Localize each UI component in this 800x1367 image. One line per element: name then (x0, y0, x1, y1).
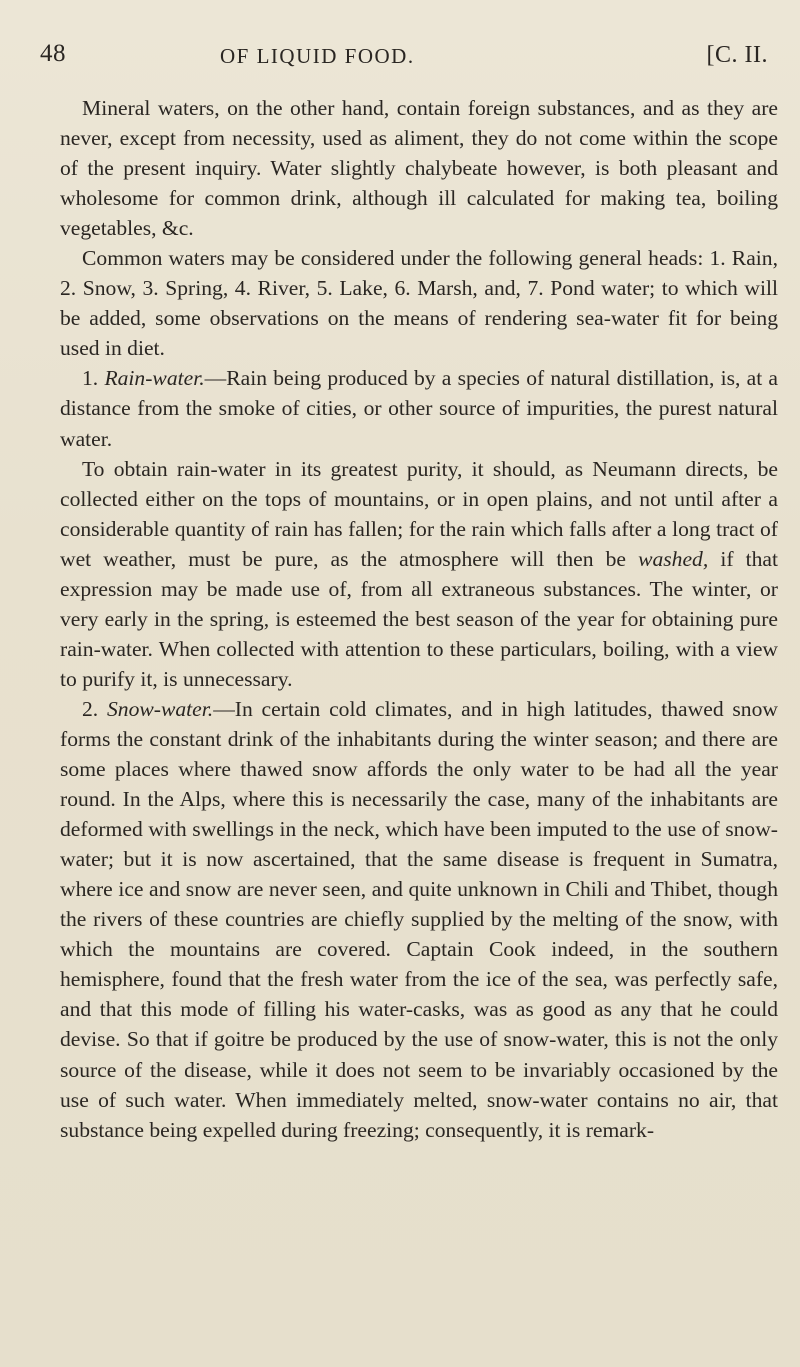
rain-purity-text-before: To obtain rain-water in its greatest purity, it should, as Neumann directs, be collected either on the tops of mountains, or in open plains, and not until after a considerable quantity of rain has fallen; for the rain which falls after a long tract of wet weather, must be pure, as the atmosphere will then be (60, 456, 778, 571)
section-term-rain-water: Rain-water. (104, 366, 205, 391)
section-number: 1. (82, 366, 99, 391)
rain-water-text: —Rain being produced by a species of natural distillation, is, at a distance from the smoke of cities, or other source of impurities, the purest natural water. (60, 366, 778, 451)
running-title: OF LIQUID FOOD. (220, 44, 415, 68)
snow-water-text: —In certain cold climates, and in high latitudes, thawed snow forms the constant drink of the inhabitants during the winter season; and there are some places where thawed snow affords the only water to be had all the year round. In the Alps, where this is necessarily the case, many of the inhabitants are deformed with swellings in the neck, which have been imputed to the use of snow-water; but it is now ascertained, that the same disease is frequent in Sumatra, where ice and snow are never seen, and quite unknown in Chili and Thibet, though the rivers of these countries are chiefly supplied by the melting of the snow, with which the mountains are covered. Captain Cook indeed, in the southern hemisphere, found that the fresh water from the ice of the sea, was perfectly safe, and that this mode of filling his water-casks, was as good as any that he could devise. So that if goitre be produced by the use of snow-water, this is not the only source of the disease, while it does not seem to be invariably occasioned by the use of such water. When immediately melted, snow-water contains no air, that substance being expelled during freezing; consequently, it is remark- (60, 696, 778, 1142)
page-number: 48 (40, 40, 66, 67)
chapter-mark: [C. II. (706, 42, 768, 68)
body-text (60, 93, 778, 1145)
section-term-snow-water: Snow-water. (107, 696, 214, 721)
paragraph-snow-water (60, 694, 778, 1145)
emphasis-washed: washed, (638, 546, 709, 571)
rain-purity-text-after: if that expression may be made use of, from all extraneous substances. The winter, or very early in the spring, is esteemed the best season of the year for obtaining pure rain-water. When collected with attention to these particulars, boiling, with a view to purify it, is unnecessary. (60, 546, 778, 691)
paragraph-common-waters: Common waters may be considered under the following general heads: 1. Rain, 2. Snow, 3. Spring, 4. River, 5. Lake, 6. Marsh, and, 7. Pond water; to which will be added, some observations on the means of rendering sea-water fit for being used in diet. (60, 246, 778, 361)
paragraph-rain-purity (60, 454, 778, 694)
running-head (40, 40, 768, 80)
paragraph-rain-water (60, 363, 778, 453)
section-number: 2. (82, 696, 99, 721)
paragraph-mineral-waters: Mineral waters, on the other hand, contain foreign substances, and as they are never, except from necessity, used as aliment, they do not come within the scope of the present inquiry. Water slightly chalybeate however, is both pleasant and wholesome for common drink, although ill calculated for making tea, boiling vegetables, &c. (60, 96, 778, 241)
